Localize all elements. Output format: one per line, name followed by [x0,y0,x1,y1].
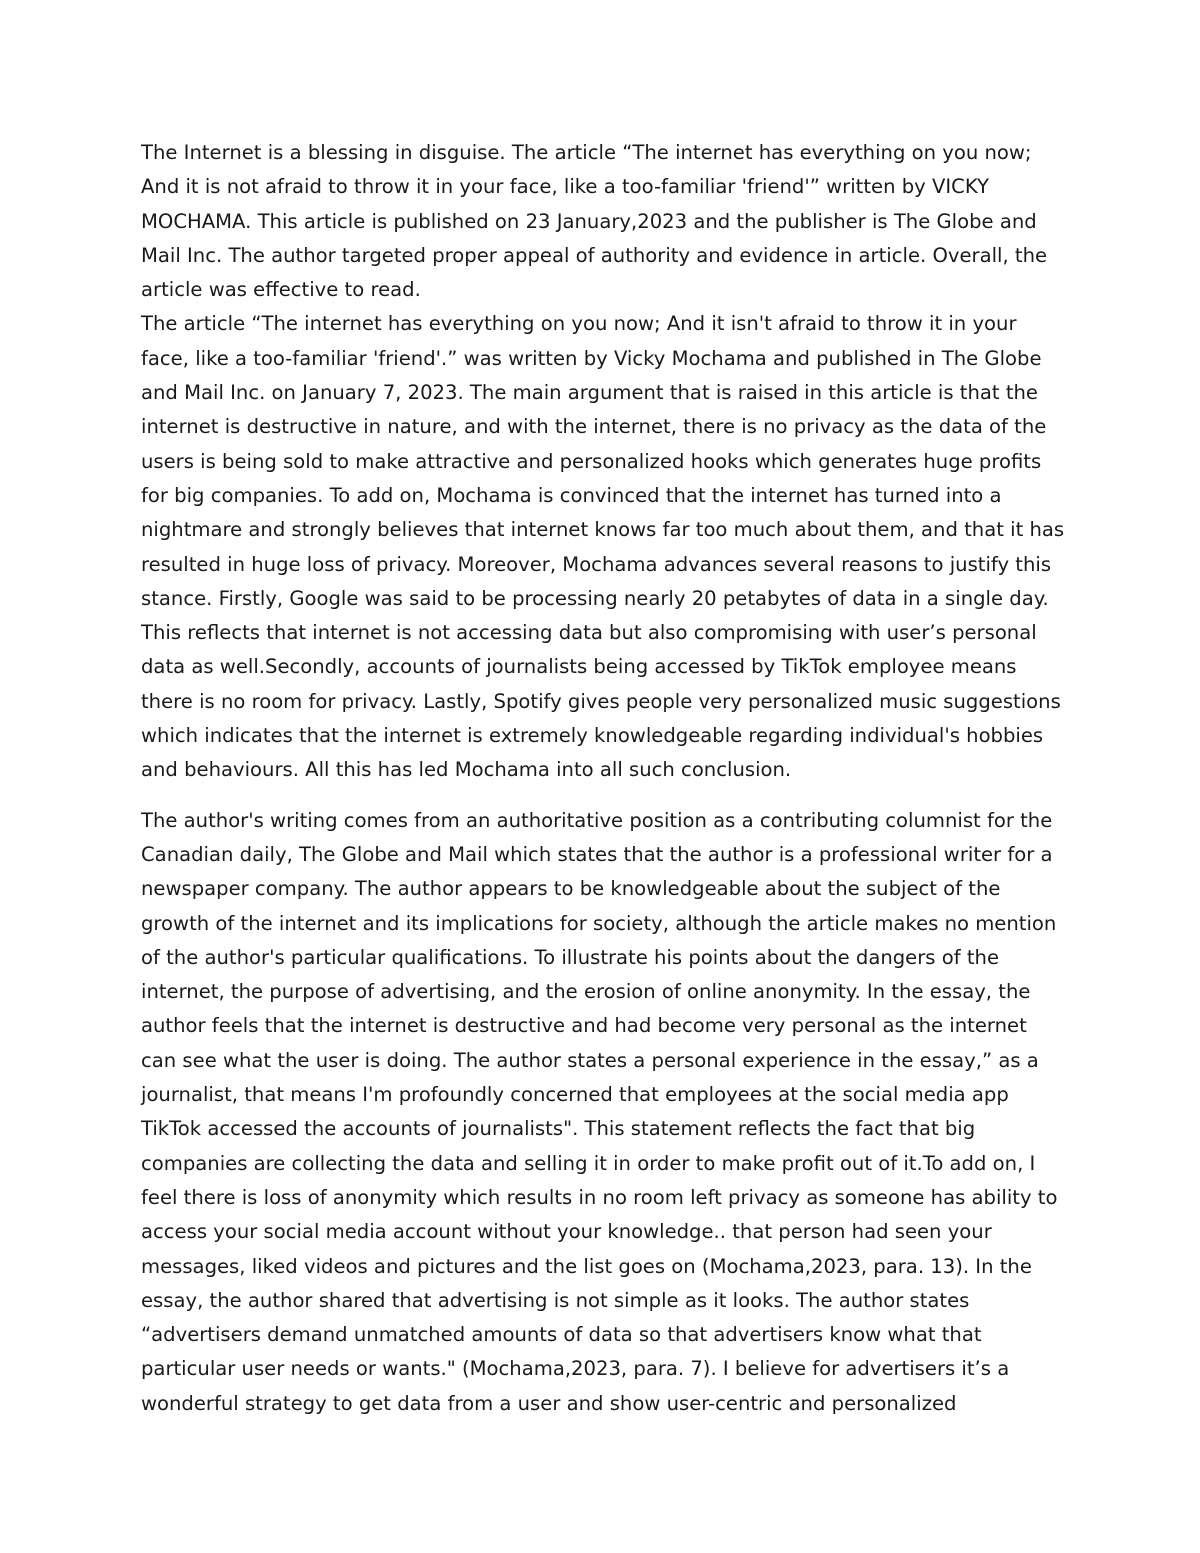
paragraph-summary: The article “The internet has everything on you now; And it isn't afraid to throw it in your face, like a too-familiar 'friend'.” was written by Vicky Mochama and published in The Globe and Mail Inc. on January 7, 2023. The main argument that is raised in this article is that the internet is destructive in nature, and with the internet, there is no privacy as the data of the users is being sold to make attractive and personalized hooks which generates huge profits for big companies. To add on, Mochama is convinced that the internet has turned into a nightmare and strongly believes that internet knows far too much about them, and that it has resulted in huge loss of privacy. Moreover, Mochama advances several reasons to justify this stance. Firstly, Google was said to be processing nearly 20 petabytes of data in a single day. This reflects that internet is not accessing data but also compromising with user’s personal data as well.Secondly, accounts of journalists being accessed by TikTok employee means there is no room for privacy. Lastly, Spotify gives people very personalized music suggestions which indicates that the internet is extremely knowledgeable regarding individual's hobbies and behaviours. All this has led Mochama into all such conclusion. [141,312,1065,782]
paragraph-analysis: The author's writing comes from an authoritative position as a contributing columnist for the Canadian daily, The Globe and Mail which states that the author is a professional writer for a newspaper company. The author appears to be knowledgeable about the subject of the growth of the internet and its implications for society, although the article makes no mention of the author's particular qualifications. To illustrate his points about the dangers of the internet, the purpose of advertising, and the erosion of online anonymity. In the essay, the author feels that the internet is destructive and had become very personal as the internet can see what the user is doing. The author states a personal experience in the essay,” as a journalist, that means I'm profoundly concerned that employees at the social media app TikTok accessed the accounts of journalists". This statement reflects the fact that big companies are collecting the data and selling it in order to make profit out of it.To add on, I feel there is loss of anonymity which results in no room left privacy as someone has ability to access your social media account without your knowledge.. that person had seen your messages, liked videos and pictures and the list goes on (Mochama,2023, para. 13). In the essay, the author shared that advertising is not simple as it looks. The author states “advertisers demand unmatched amounts of data so that advertisers know what that particular user needs or wants." (Mochama,2023, para. 7). I believe for advertisers it’s a wonderful strategy to get data from a user and show user-centric and personalized [141,808,1058,1415]
document-body [141,136,1066,1421]
paragraph-intro: The Internet is a blessing in disguise. The article “The internet has everything on you now; And it is not afraid to throw it in your face, like a too-familiar 'friend'” written by VICKY MOCHAMA. This article is published on 23 January,2023 and the publisher is The Globe and Mail Inc. The author targeted proper appeal of authority and evidence in article. Overall, the article was effective to read. [141,141,1048,302]
